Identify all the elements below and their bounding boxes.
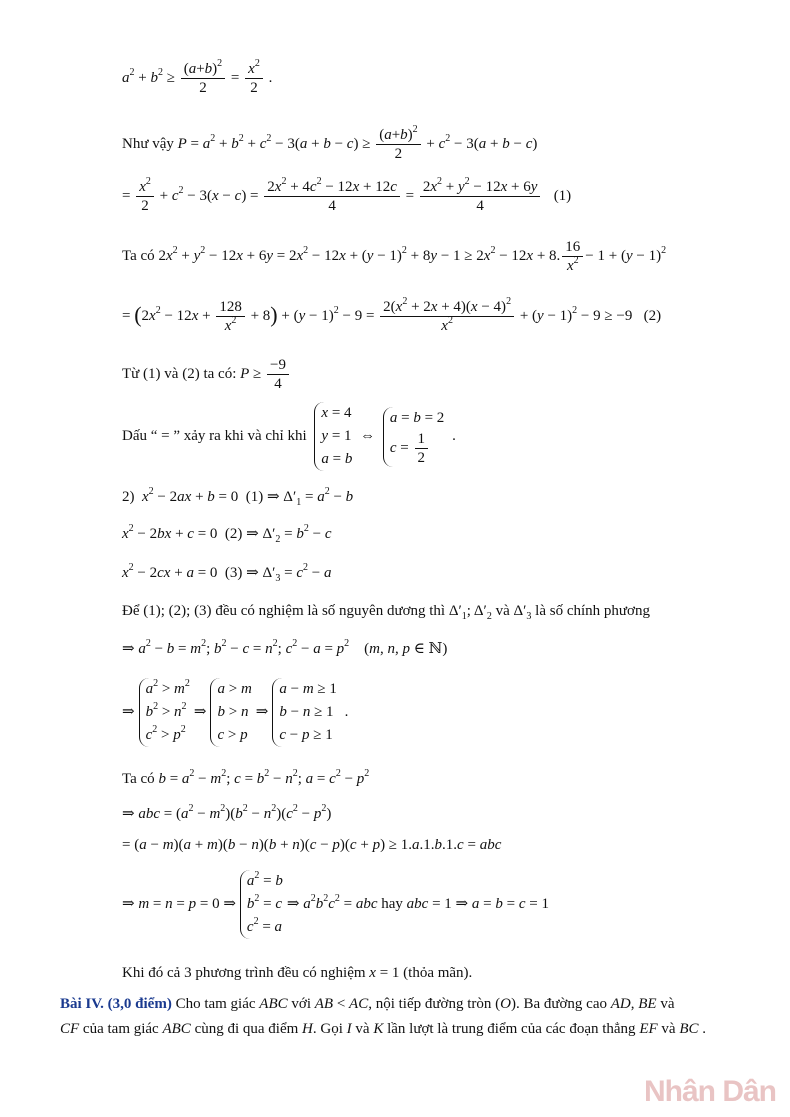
eq-line-11: Để (1); (2); (3) đều có nghiệm là số nguyên dương thì $\Delta'_1$; $\Delta'_2$ và $\Delta'_3$ là số chính phương bbox=[122, 603, 650, 622]
system-brace: a = b = 2 c = $\frac{1}{2}$ bbox=[383, 407, 444, 467]
system-brace: a − m ≥ 1 b − n ≥ 1 c − p ≥ 1 bbox=[272, 678, 337, 747]
label-thoa-man: (thỏa mãn). bbox=[403, 965, 473, 981]
label-va: và bbox=[164, 365, 179, 382]
problem-title: Bài IV. (3,0 điểm) bbox=[60, 996, 172, 1012]
fraction: $\frac{128}{x^2}$ bbox=[216, 298, 245, 335]
label-nhu-vay: Như vậy bbox=[122, 135, 174, 152]
para-text: lần lượt là trung điểm của các đoạn thẳng bbox=[387, 1021, 636, 1037]
eq-line-7: Dấu “ = ” xảy ra khi và chỉ khi x = 4 y = 1 a = b ⇔ a = b = 2 c = $\frac{1}{2}$ . bbox=[122, 402, 456, 471]
eq-line-15: ⇒ abc = $(a^2 - m^2)(b^2 - n^2)(c^2 - p^2)$ bbox=[122, 803, 332, 822]
label-part2: 2) bbox=[122, 489, 135, 505]
fraction: $\frac{x^2}{2}$ bbox=[136, 178, 154, 215]
fraction: $\frac{1}{2}$ bbox=[415, 430, 429, 467]
eq-line-18: Khi đó cả 3 phương trình đều có nghiệm x = 1 (thỏa mãn). bbox=[122, 965, 473, 981]
eq-line-16: = (a − m)(a + m)(b − n)(b + n)(c − p)(c + p) ≥ 1.a.1.b.1.c = abc bbox=[122, 837, 502, 853]
system-brace: a > m b > n c > p bbox=[210, 678, 251, 747]
para-text: và bbox=[661, 1021, 676, 1037]
fraction: $\frac{2(x^2 + 2x + 4)(x - 4)^2}{x^2}$ bbox=[380, 298, 514, 335]
eq-line-2: Như vậy $P = a^2 + b^2 + c^2 - 3(a + b - c)$ ≥ $\frac{(a+b)^2}{2}$ + $c^2 - 3(a + b - c)$ bbox=[122, 124, 538, 162]
label-de-cond: đều có nghiệm là số nguyên dương thì bbox=[215, 603, 446, 619]
problem-paragraph: Bài IV. (3,0 điểm) Cho tam giác ABC với AB < AC, nội tiếp đường tròn (O). Ba đường cao AD, BE và CF của tam giác ABC cùng đi qua điểm H. Gọi I và K lần lượt là trung điểm của các đoạn thẳng EF và BC . bbox=[60, 996, 706, 1037]
eq-line-10: $x^2 - 2cx + a = 0$ (3) ⇒ $\Delta'_3 = c^2 - a$ bbox=[122, 562, 332, 584]
fraction: $\frac{2x^2 + 4c^2 - 12x + 12c}{4}$ bbox=[264, 178, 400, 215]
fraction: $\frac{-9}{4}$ bbox=[267, 356, 289, 393]
para-text: và bbox=[355, 1021, 370, 1037]
eq-line-17: ⇒ m = n = p = 0 ⇒ $a^2 = b$ $b^2 = c$ $c^2 = a$ ⇒ $a^2b^2c^2$ = abc hay abc = 1 ⇒ a = b = c = 1 bbox=[122, 870, 549, 939]
fraction: $\frac{x^2}{2}$ bbox=[245, 60, 263, 97]
eq-line-1: $a^2 + b^2$ ≥ $\frac{(a+b)^2}{2}$ = $\frac{x^2}{2}$ . bbox=[122, 58, 273, 96]
label-hay: hay bbox=[381, 895, 403, 912]
eq-line-3: = $\frac{x^2}{2}$ + $c^2 - 3(x - c)$ = $\frac{2x^2 + 4c^2 - 12x + 12c}{4}$ = $\frac{2x^2 + y^2 - 12x + 6y}{4}$ (1) bbox=[122, 176, 572, 214]
para-text: Cho tam giác bbox=[175, 996, 256, 1012]
para-text: cùng đi qua điểm bbox=[194, 1021, 299, 1037]
eq-line-4: Ta có $2x^2 + y^2 - 12x + 6y = 2x^2 - 12x + (y - 1)^2 + 8y - 1 \ge 2x^2 - 12x + 8$. $\frac{16}{x^2}$ − $1 + (y - 1)^2$ bbox=[122, 239, 667, 274]
eq-line-6: Từ (1) và (2) ta có: P ≥ $\frac{-9}{4}$ bbox=[122, 356, 291, 393]
fraction: $\frac{16}{x^2}$ bbox=[562, 238, 583, 275]
system-brace: $a^2 > m^2$ $b^2 > n^2$ $c^2 > p^2$ bbox=[139, 678, 190, 747]
para-text: . Ba đường cao bbox=[515, 996, 607, 1012]
para-text: của tam giác bbox=[82, 1021, 159, 1037]
eq-line-12: ⇒ $a^2 - b = m^2$; $b^2 - c = n^2$; $c^2 - a = p^2$ (m, n, p ∈ ℕ) bbox=[122, 638, 448, 657]
label-la-scp: là số chính phương bbox=[535, 603, 650, 619]
label-ta-co: Ta có bbox=[122, 247, 155, 264]
eq-line-8: 2) $x^2 - 2ax + b = 0$ (1) ⇒ $\Delta'_1 = a^2 - b$ bbox=[122, 486, 354, 508]
label-khi-do: Khi đó cả 3 phương trình đều có nghiệm bbox=[122, 965, 366, 981]
fraction: $\frac{(a+b)^2}{2}$ bbox=[376, 126, 420, 163]
label-dau: Dấu “ = ” xảy ra khi và chỉ khi bbox=[122, 427, 307, 444]
fraction: $\frac{(a+b)^2}{2}$ bbox=[181, 60, 225, 97]
system-brace: $a^2 = b$ $b^2 = c$ $c^2 = a$ bbox=[240, 870, 283, 939]
watermark-logo: Nhân Dân bbox=[643, 1075, 776, 1108]
label-ta-co: Ta có bbox=[122, 771, 155, 787]
para-text: , nội tiếp đường tròn bbox=[368, 996, 492, 1012]
eq-line-9: $x^2 - 2bx + c = 0$ (2) ⇒ $\Delta'_2 = b^2 - c$ bbox=[122, 523, 332, 545]
eq-line-5: = ($2x^2 - 12x$ + $\frac{128}{x^2}$ + $8) + (y - 1)^2 - 9$ = $\frac{2(x^2 + 2x + 4)(x - 4)^2}{x^2}$ + $(y - 1)^2 - 9 \ge -9$ (2) bbox=[122, 296, 662, 334]
fraction: $\frac{2x^2 + y^2 - 12x + 6y}{4}$ bbox=[420, 178, 541, 215]
system-brace: x = 4 y = 1 a = b bbox=[314, 402, 352, 471]
eq-line-14: Ta có $b = a^2 - m^2$; $c = b^2 - n^2$; $a = c^2 - p^2$ bbox=[122, 768, 370, 787]
label-va: và bbox=[495, 603, 510, 619]
eq-line-13: ⇒ $a^2 > m^2$ $b^2 > n^2$ $c^2 > p^2$ ⇒ a > m b > n c > p ⇒ a − m ≥ 1 b − n ≥ 1 c − p ≥ 1 . bbox=[122, 678, 348, 747]
label-ta-co-colon: ta có: bbox=[203, 365, 237, 382]
para-text: với bbox=[291, 996, 311, 1012]
para-text: và bbox=[660, 996, 675, 1012]
label-tu: Từ bbox=[122, 365, 140, 382]
label-de: Để bbox=[122, 603, 140, 619]
para-text: . Gọi bbox=[312, 1021, 343, 1037]
